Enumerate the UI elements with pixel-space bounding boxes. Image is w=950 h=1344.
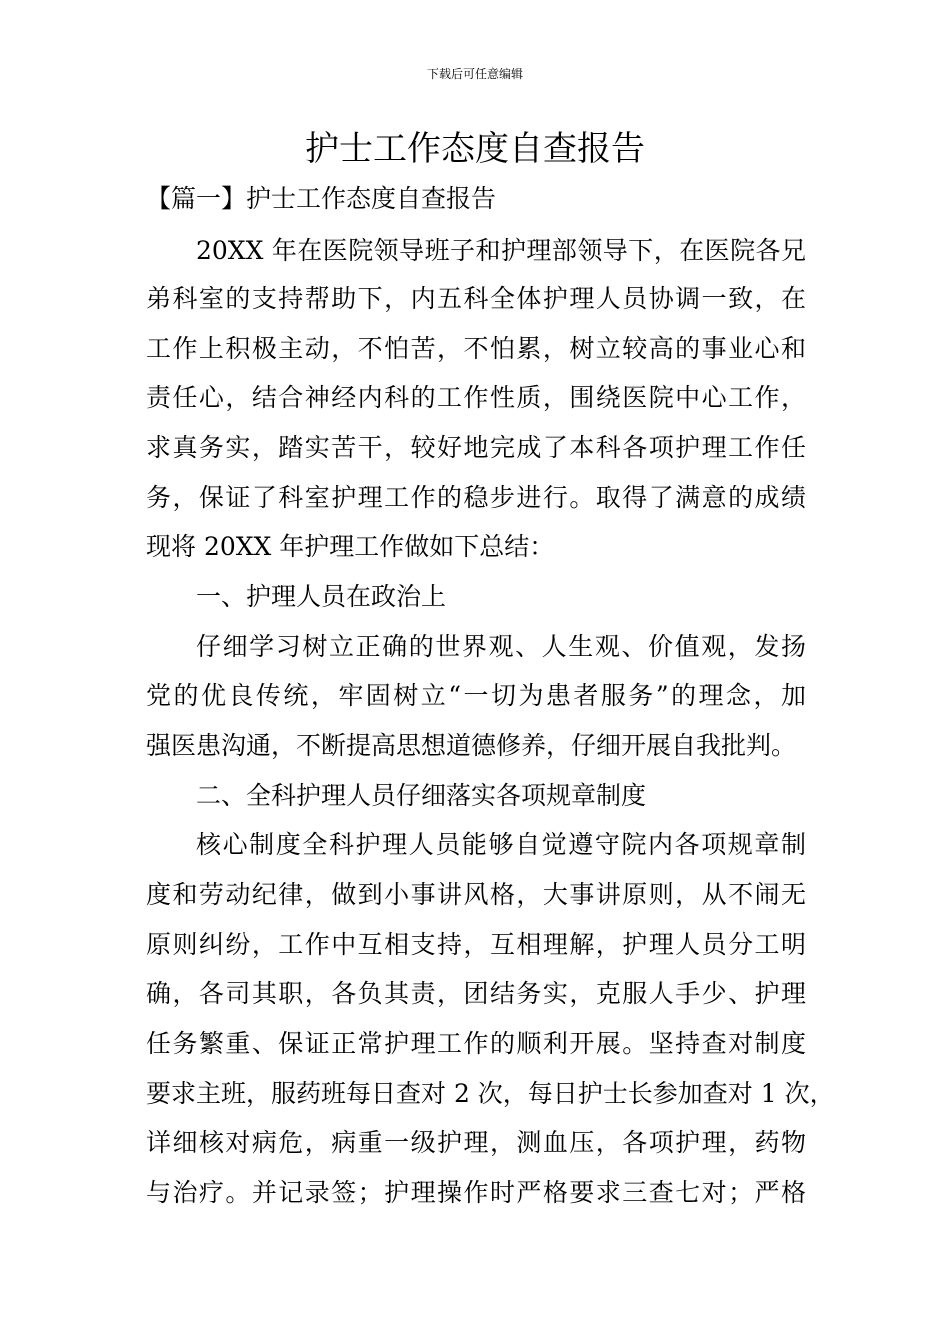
paragraph-line: 原则纠纷，工作中互相支持，互相理解，护理人员分工明	[146, 930, 806, 959]
paragraph-line: 党的优良传统，牢固树立“一切为患者服务”的理念，加	[146, 681, 806, 710]
subheading-line: 一、护理人员在政治上	[196, 582, 447, 611]
paragraph-line: 任务繁重、保证正常护理工作的顺利开展。坚持查对制度	[146, 1029, 806, 1058]
paragraph-line: 与治疗。并记录签；护理操作时严格要求三查七对；严格	[146, 1178, 806, 1207]
paragraph-line: 详细核对病危，病重一级护理，测血压，各项护理，药物	[146, 1128, 806, 1157]
paragraph-line: 强医患沟通，不断提高思想道德修养，仔细开展自我批判。	[146, 731, 797, 760]
paragraph-line: 工作上积极主动，不怕苦，不怕累，树立较高的事业心和	[146, 334, 806, 363]
paragraph-line: 求真务实，踏实苦干，较好地完成了本科各项护理工作任	[146, 433, 806, 462]
section-heading: 【篇一】护士工作态度自查报告	[146, 184, 497, 213]
paragraph-line: 责任心，结合神经内科的工作性质，围绕医院中心工作，	[146, 383, 806, 412]
paragraph-line: 20XX 年在医院领导班子和护理部领导下，在医院各兄	[196, 236, 806, 265]
paragraph-line: 核心制度全科护理人员能够自觉遵守院内各项规章制	[196, 830, 806, 859]
paragraph-line: 务，保证了科室护理工作的稳步进行。取得了满意的成绩	[146, 483, 806, 512]
paragraph-line: 确，各司其职，各负其责，团结务实，克服人手少、护理	[146, 979, 806, 1008]
header-note: 下载后可任意编辑	[426, 67, 523, 81]
paragraph-line: 仔细学习树立正确的世界观、人生观、价值观，发扬	[196, 632, 806, 661]
paragraph-line: 要求主班，服药班每日查对 2 次，每日护士长参加查对 1 次，	[146, 1079, 835, 1108]
paragraph-line: 现将 20XX 年护理工作做如下总结：	[146, 532, 555, 561]
document-title: 护士工作态度自查报告	[305, 129, 645, 169]
paragraph-line: 度和劳动纪律，做到小事讲风格，大事讲原则，从不闹无	[146, 880, 806, 909]
paragraph-line: 弟科室的支持帮助下，内五科全体护理人员协调一致，在	[146, 284, 806, 313]
subheading-line: 二、全科护理人员仔细落实各项规章制度	[196, 781, 647, 810]
